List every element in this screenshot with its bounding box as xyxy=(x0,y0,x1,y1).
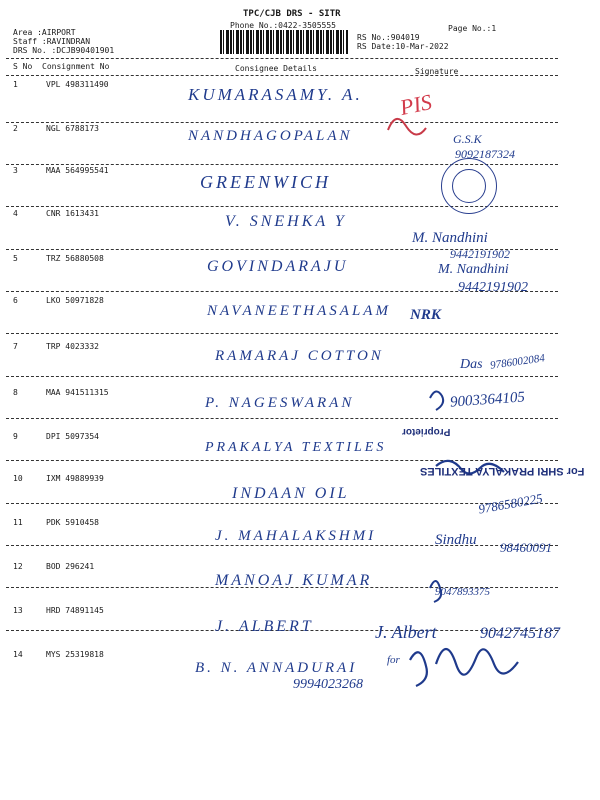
consignee-name: NAVANEETHASALAM xyxy=(207,303,391,319)
consignee-name: KUMARASAMY. A. xyxy=(188,85,363,104)
consignee-name: B. N. ANNADURAI xyxy=(195,660,358,676)
row-code: LKO 50971828 xyxy=(46,296,104,305)
row-code: IXM 49889939 xyxy=(46,474,104,483)
col-consignment: Consignment No xyxy=(42,62,110,71)
consignee-name: GREENWICH xyxy=(200,172,331,192)
signature: for xyxy=(387,654,400,666)
row-sno: 8 xyxy=(13,388,18,397)
row-sno: 1 xyxy=(13,80,18,89)
stamp-firm: For SHRI PRAKALYA TEXTILES xyxy=(420,465,585,477)
consignee-name: GOVINDARAJU xyxy=(207,258,349,275)
consignee-name: NANDHAGOPALAN xyxy=(188,128,353,144)
consignee-name: INDAAN OIL xyxy=(232,485,350,502)
row-code: MAA 564995541 xyxy=(46,166,109,175)
row-code: TRZ 56880508 xyxy=(46,254,104,263)
row-sno: 14 xyxy=(13,650,23,659)
row-sno: 12 xyxy=(13,562,23,571)
signature: M. Nandhini xyxy=(412,230,488,246)
row-code: HRD 74891145 xyxy=(46,606,104,615)
company-title: TPC/CJB DRS - SITR xyxy=(243,9,341,19)
row-sno: 4 xyxy=(13,209,18,218)
row-sno: 3 xyxy=(13,166,18,175)
row-sno: 9 xyxy=(13,432,18,441)
stamp-proprietor: Proprietor xyxy=(402,426,451,437)
row-sno: 7 xyxy=(13,342,18,351)
consignee-name: J. MAHALAKSHMI xyxy=(215,528,377,544)
consignee-name: RAMARAJ COTTON xyxy=(215,348,384,364)
signature: G.S.K xyxy=(453,132,482,146)
signature: J. Albert xyxy=(375,622,437,642)
row-code: DPI 5097354 xyxy=(46,432,99,441)
rubber-stamp-inner xyxy=(452,169,486,203)
row-sno: 6 xyxy=(13,296,18,305)
consignee-name: V. SNEHKA Y xyxy=(225,213,347,230)
rs-date: RS Date:10-Mar-2022 xyxy=(357,42,449,51)
signature-phone: 9442191902 xyxy=(458,280,528,295)
row-sno: 5 xyxy=(13,254,18,263)
signature: M. Nandhini xyxy=(438,262,509,277)
signature-phone: 9442191902 xyxy=(450,247,510,261)
row-sno: 10 xyxy=(13,474,23,483)
signature-phone: 9994023268 xyxy=(293,677,363,692)
col-signature: Signature xyxy=(415,67,459,76)
row-code: BOD 296241 xyxy=(46,562,95,571)
row-code: VPL 498311490 xyxy=(46,80,109,89)
staff-field: Staff :RAVINDRAN xyxy=(13,37,91,46)
phone-number: Phone No.:0422-3505555 xyxy=(230,21,336,30)
area-field: Area :AIRPORT xyxy=(13,28,76,37)
signature-phone: 9092187324 xyxy=(455,147,515,161)
signature: Sindhu xyxy=(435,532,477,548)
signature-phone: 9042745187 xyxy=(480,625,560,642)
signature-phone: 9047893375 xyxy=(435,586,490,598)
signature-phone: 98460091 xyxy=(500,540,552,555)
row-sno: 13 xyxy=(13,606,23,615)
row-sno: 2 xyxy=(13,124,18,133)
row-code: CNR 1613431 xyxy=(46,209,99,218)
col-details: Consignee Details xyxy=(235,64,317,73)
signature-phone: 9003364105 xyxy=(449,389,526,411)
signature: NRK xyxy=(410,307,441,323)
row-sno: 11 xyxy=(13,518,23,527)
row-code: MAA 941511315 xyxy=(46,388,109,397)
rs-number: RS No.:904019 xyxy=(357,33,420,42)
drs-number: DRS No. :DCJB90401901 xyxy=(13,46,115,55)
row-code: TRP 4023332 xyxy=(46,342,99,351)
page-number: Page No.:1 xyxy=(448,24,497,33)
row-code: MYS 25319818 xyxy=(46,650,104,659)
signature: Das xyxy=(460,357,483,372)
consignee-name: P. NAGESWARAN xyxy=(205,395,355,411)
row-code: NGL 6788173 xyxy=(46,124,99,133)
signature-phone: 9786580225 xyxy=(477,490,544,517)
row-code: PDK 5910458 xyxy=(46,518,99,527)
signature-phone: 9786002084 xyxy=(489,352,546,372)
signature: PIS xyxy=(397,88,434,121)
consignee-name: MANOAJ KUMAR xyxy=(215,572,373,589)
consignee-name: PRAKALYA TEXTILES xyxy=(205,440,387,455)
consignee-name: J. ALBERT xyxy=(215,618,314,635)
col-sno: S No xyxy=(13,62,33,71)
